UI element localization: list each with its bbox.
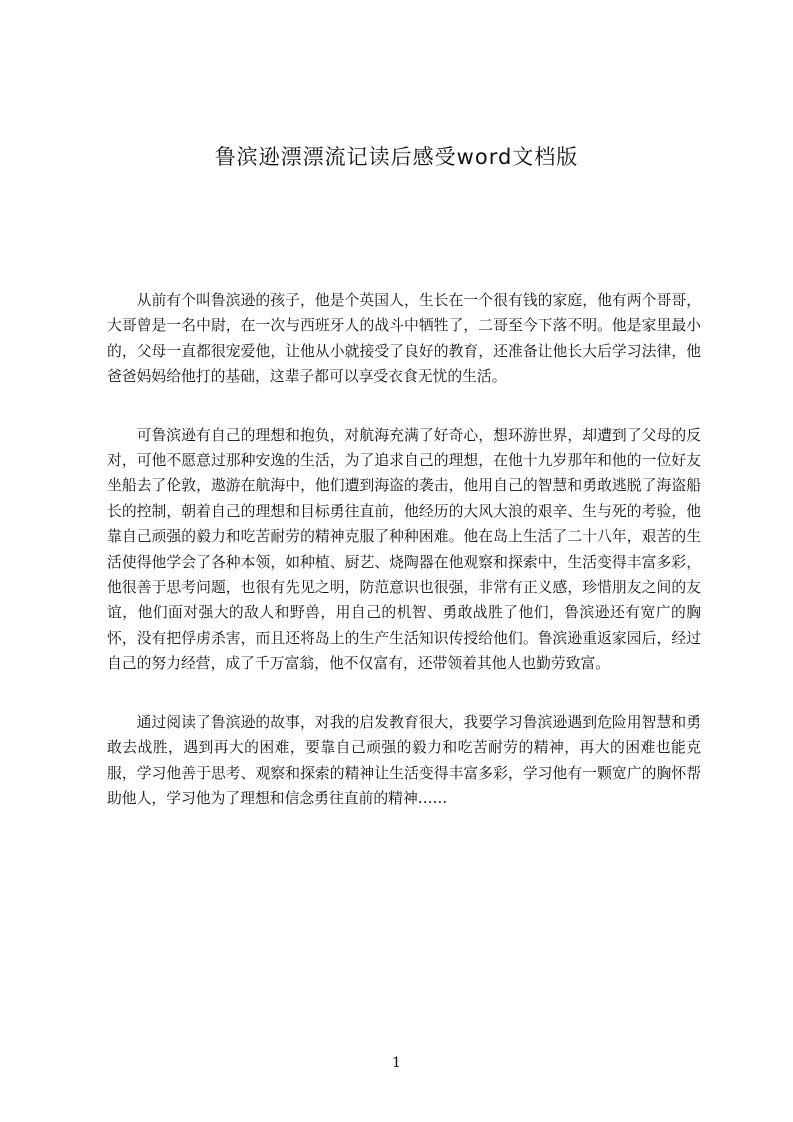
page-number: 1	[392, 1055, 401, 1071]
document-body	[107, 288, 701, 844]
document-title: 鲁滨逊漂漂流记读后感受word文档版	[214, 145, 579, 169]
paragraph-2: 可鲁滨逊有自己的理想和抱负，对航海充满了好奇心，想环游世界，却遭到了父母的反对，可他不愿意过那种安逸的生活，为了追求自己的理想，在他十九岁那年和他的一位好友坐船去了伦敦，遨游在航海中，他们遭到海盗的袭击，他用自己的智慧和勇敢逃脱了海盗船长的控制，朝着自己的理想和目标勇往直前，他经历的大风大浪的艰辛、生与死的考验，他靠自己顽强的毅力和吃苦耐劳的精神克服了种种困难。他在岛上生活了二十八年，艰苦的生活使得他学会了各种本领，如种植、厨艺、烧陶器在他观察和探索中，生活变得丰富多彩，他很善于思考问题，也很有先见之明，防范意识也很强，非常有正义感，珍惜朋友之间的友谊，他们面对强大的敌人和野兽，用自己的机智、勇敢战胜了他们，鲁滨逊还有宽广的胸怀，没有把俘虏杀害，而且还将岛上的生产生活知识传授给他们。鲁滨逊重返家园后，经过自己的努力经营，成了千万富翁，他不仅富有，还带领着其他人也勤劳致富。	[107, 426, 701, 673]
paragraph-1: 从前有个叫鲁滨逊的孩子，他是个英国人，生长在一个很有钱的家庭，他有两个哥哥，大哥曾是一名中尉，在一次与西班牙人的战斗中牺牲了，二哥至今下落不明。他是家里最小的，父母一直都很宠爱他，让他从小就接受了良好的教育，还准备让他长大后学习法律，他爸爸妈妈给他打的基础，这辈子都可以享受衣食无忧的生活。	[107, 292, 701, 386]
paragraph-3: 通过阅读了鲁滨逊的故事，对我的启发教育很大，我要学习鲁滨逊遇到危险用智慧和勇敢去战胜，遇到再大的困难，要靠自己顽强的毅力和吃苦耐劳的精神，再大的困难也能克服，学习他善于思考、观察和探索的精神让生活变得丰富多彩，学习他有一颗宽广的胸怀帮助他人，学习他为了理想和信念勇往直前的精神……	[107, 713, 701, 807]
